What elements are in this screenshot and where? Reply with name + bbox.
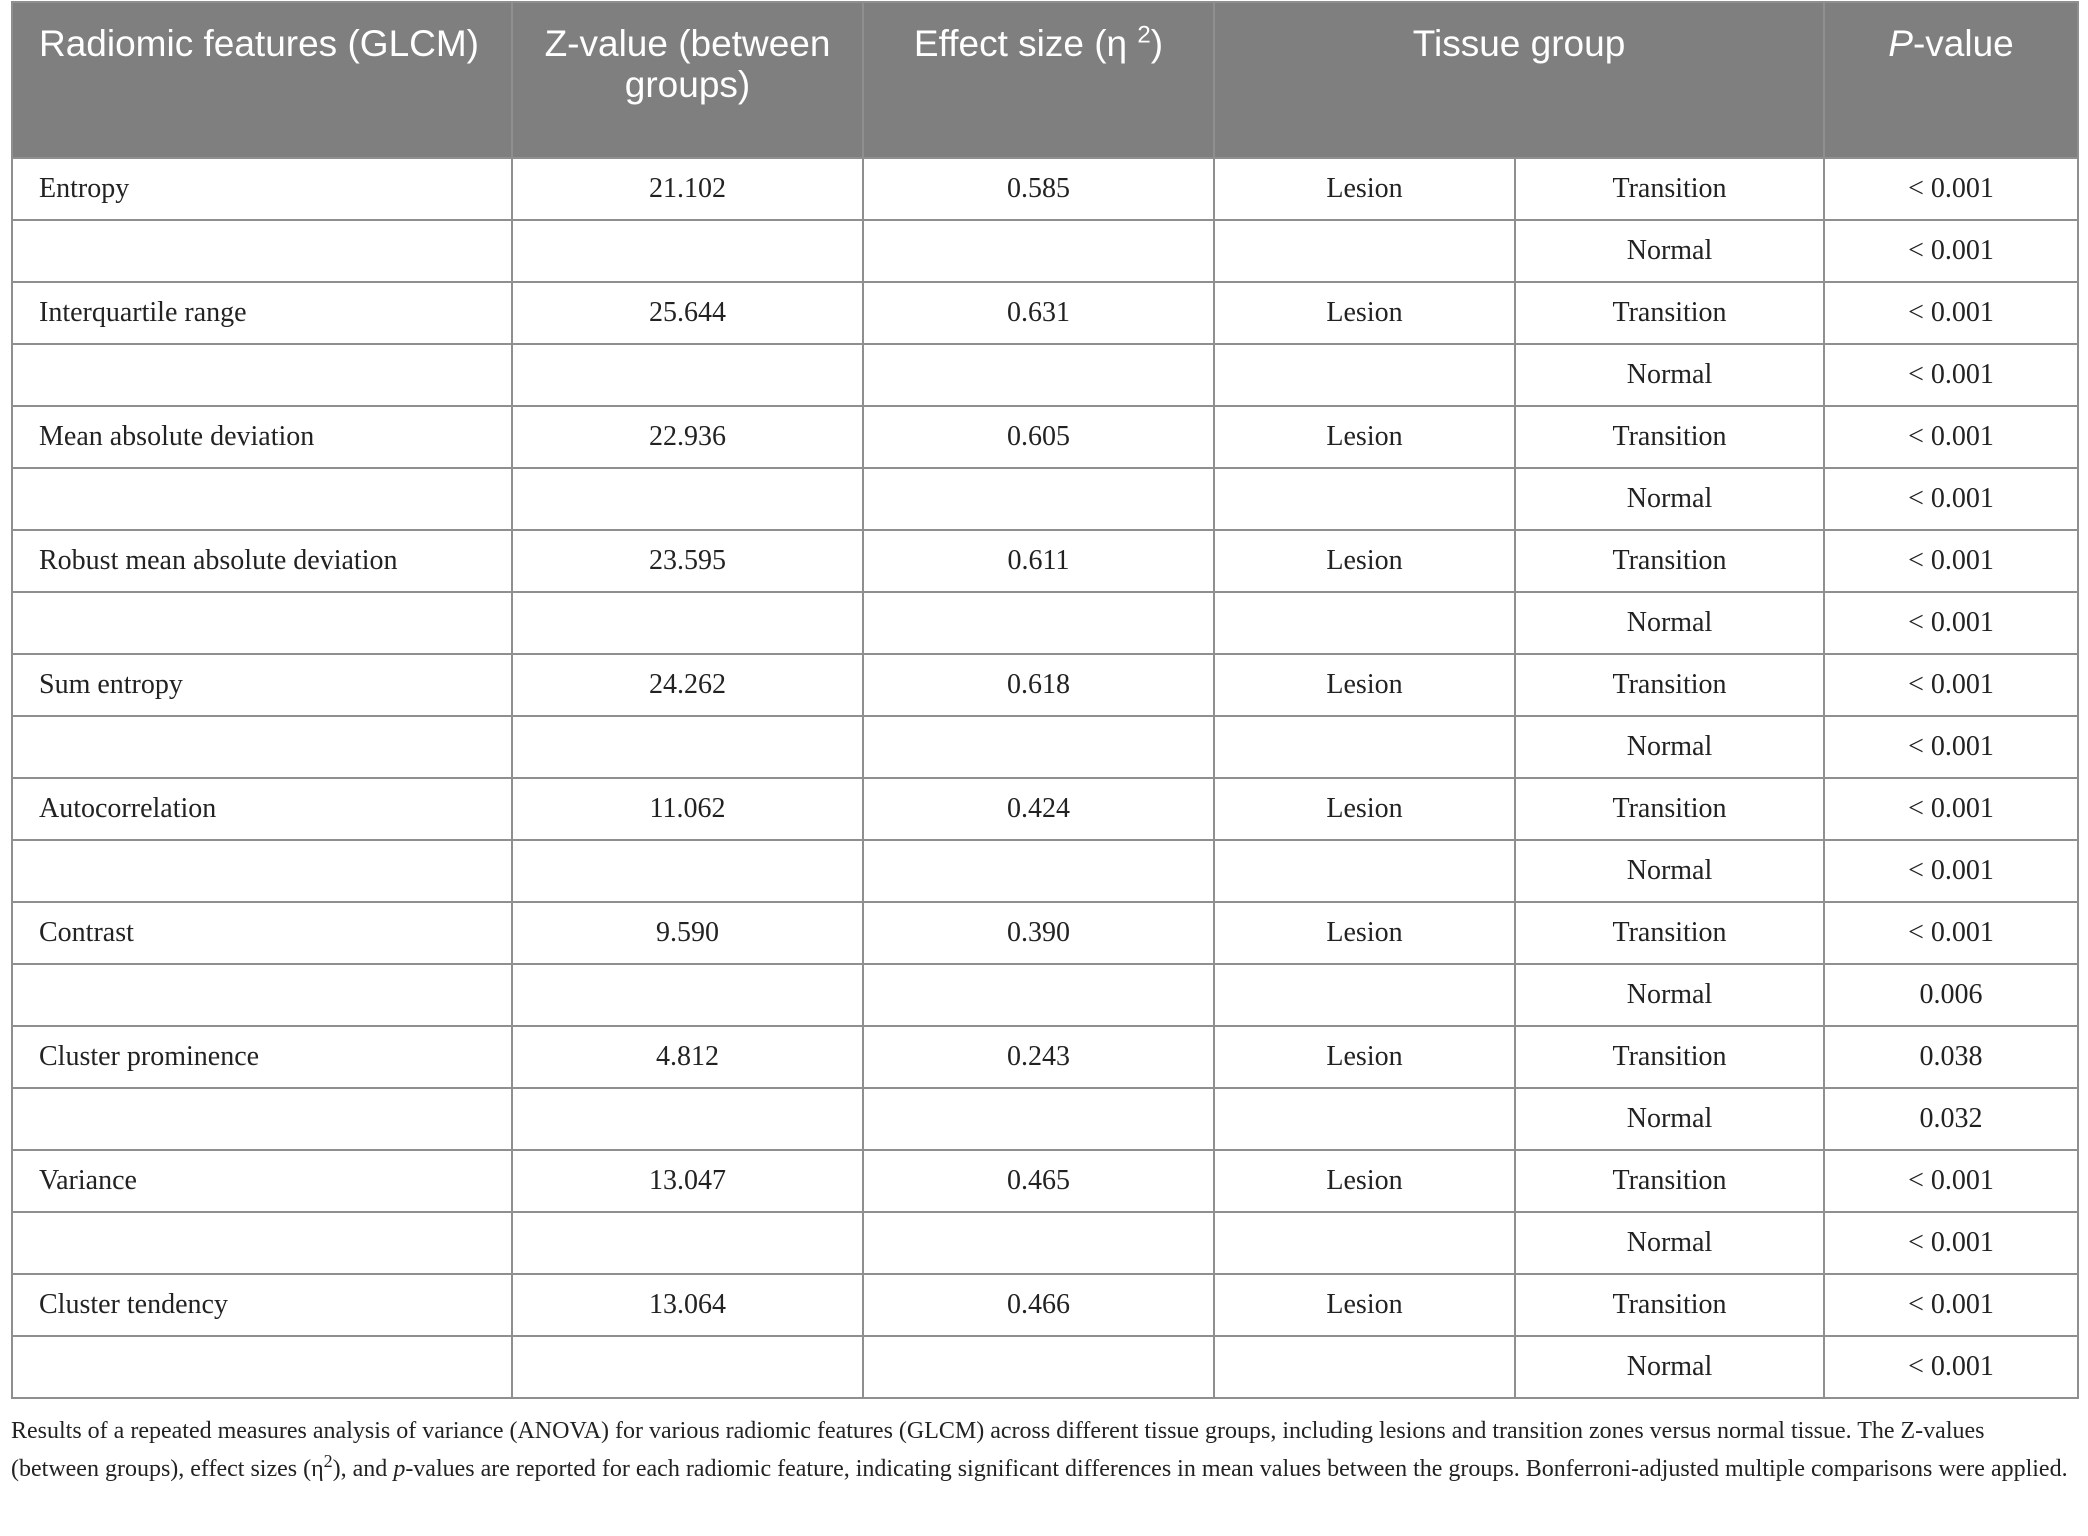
empty-cell [1214, 1088, 1515, 1150]
p-value-cell: < 0.001 [1824, 158, 2078, 220]
p-value-cell: < 0.001 [1824, 778, 2078, 840]
p-value-cell: < 0.001 [1824, 1212, 2078, 1274]
comparison-cell: Transition [1515, 406, 1824, 468]
empty-cell [863, 716, 1214, 778]
table-row [12, 282, 2078, 344]
effect-size-cell: 0.424 [863, 778, 1214, 840]
comparison-cell: Transition [1515, 530, 1824, 592]
header-radiomic-features: Radiomic features (GLCM) [12, 2, 512, 158]
empty-cell [512, 964, 863, 1026]
empty-cell [12, 840, 512, 902]
feature-name-cell: Cluster tendency [12, 1274, 512, 1336]
comparison-cell: Transition [1515, 1274, 1824, 1336]
z-value-cell: 9.590 [512, 902, 863, 964]
header-effect-size-text: Effect size (η [913, 23, 1138, 64]
empty-cell [12, 964, 512, 1026]
table-body [12, 158, 2078, 1398]
comparison-cell: Normal [1515, 840, 1824, 902]
comparison-cell: Normal [1515, 964, 1824, 1026]
empty-cell [863, 964, 1214, 1026]
empty-cell [512, 468, 863, 530]
effect-size-cell: 0.243 [863, 1026, 1214, 1088]
table-row [12, 158, 2078, 220]
feature-name-cell: Variance [12, 1150, 512, 1212]
comparison-cell: Normal [1515, 468, 1824, 530]
empty-cell [512, 840, 863, 902]
empty-cell [1214, 964, 1515, 1026]
feature-name-cell: Interquartile range [12, 282, 512, 344]
header-effect-size [863, 2, 1214, 158]
p-value-cell: 0.032 [1824, 1088, 2078, 1150]
table-row [12, 964, 2078, 1026]
feature-name-cell: Mean absolute deviation [12, 406, 512, 468]
empty-cell [1214, 344, 1515, 406]
p-value-cell: < 0.001 [1824, 530, 2078, 592]
p-value-cell: < 0.001 [1824, 1150, 2078, 1212]
empty-cell [863, 1088, 1214, 1150]
effect-size-cell: 0.465 [863, 1150, 1214, 1212]
tissue-group-cell: Lesion [1214, 778, 1515, 840]
table-row [12, 840, 2078, 902]
comparison-cell: Transition [1515, 902, 1824, 964]
header-z-value: Z-value (between groups) [512, 2, 863, 158]
tissue-group-cell: Lesion [1214, 158, 1515, 220]
table-row [12, 1088, 2078, 1150]
table-row [12, 530, 2078, 592]
table-row [12, 778, 2078, 840]
table-row [12, 220, 2078, 282]
effect-size-cell: 0.585 [863, 158, 1214, 220]
empty-cell [1214, 220, 1515, 282]
empty-cell [863, 840, 1214, 902]
header-p-value [1824, 2, 2078, 158]
anova-results-table [11, 1, 2079, 1399]
z-value-cell: 11.062 [512, 778, 863, 840]
feature-name-cell: Cluster prominence [12, 1026, 512, 1088]
empty-cell [1214, 1212, 1515, 1274]
comparison-cell: Normal [1515, 592, 1824, 654]
empty-cell [12, 1212, 512, 1274]
empty-cell [863, 344, 1214, 406]
p-value-cell: < 0.001 [1824, 1336, 2078, 1398]
comparison-cell: Normal [1515, 1336, 1824, 1398]
effect-size-cell: 0.611 [863, 530, 1214, 592]
feature-name-cell: Entropy [12, 158, 512, 220]
empty-cell [1214, 468, 1515, 530]
comparison-cell: Transition [1515, 1150, 1824, 1212]
tissue-group-cell: Lesion [1214, 406, 1515, 468]
p-value-cell: < 0.001 [1824, 344, 2078, 406]
tissue-group-cell: Lesion [1214, 654, 1515, 716]
header-effect-size-close: ) [1150, 23, 1164, 64]
z-value-cell: 23.595 [512, 530, 863, 592]
empty-cell [863, 1212, 1214, 1274]
empty-cell [1214, 592, 1515, 654]
empty-cell [863, 220, 1214, 282]
caption-superscript: 2 [323, 1451, 333, 1471]
empty-cell [12, 1336, 512, 1398]
table-row [12, 406, 2078, 468]
header-p-italic: P [1888, 23, 1913, 64]
table-row [12, 592, 2078, 654]
z-value-cell: 13.047 [512, 1150, 863, 1212]
z-value-cell: 13.064 [512, 1274, 863, 1336]
p-value-cell: < 0.001 [1824, 716, 2078, 778]
table-row [12, 1150, 2078, 1212]
effect-size-cell: 0.631 [863, 282, 1214, 344]
header-p-rest: -value [1912, 23, 2014, 64]
p-value-cell: < 0.001 [1824, 282, 2078, 344]
empty-cell [512, 1336, 863, 1398]
effect-size-cell: 0.605 [863, 406, 1214, 468]
empty-cell [512, 592, 863, 654]
feature-name-cell: Autocorrelation [12, 778, 512, 840]
empty-cell [512, 1212, 863, 1274]
comparison-cell: Transition [1515, 282, 1824, 344]
z-value-cell: 21.102 [512, 158, 863, 220]
tissue-group-cell: Lesion [1214, 1150, 1515, 1212]
empty-cell [1214, 1336, 1515, 1398]
header-effect-size-superscript: 2 [1137, 21, 1151, 49]
empty-cell [12, 1088, 512, 1150]
comparison-cell: Transition [1515, 654, 1824, 716]
p-value-cell: 0.038 [1824, 1026, 2078, 1088]
table-caption [11, 1412, 2077, 1488]
table-row [12, 468, 2078, 530]
comparison-cell: Transition [1515, 158, 1824, 220]
empty-cell [512, 1088, 863, 1150]
results-table-container [11, 1, 2077, 1399]
z-value-cell: 4.812 [512, 1026, 863, 1088]
empty-cell [863, 592, 1214, 654]
tissue-group-cell: Lesion [1214, 530, 1515, 592]
p-value-cell: < 0.001 [1824, 592, 2078, 654]
effect-size-cell: 0.466 [863, 1274, 1214, 1336]
comparison-cell: Normal [1515, 220, 1824, 282]
empty-cell [512, 716, 863, 778]
table-row [12, 716, 2078, 778]
empty-cell [512, 344, 863, 406]
feature-name-cell: Contrast [12, 902, 512, 964]
comparison-cell: Normal [1515, 1088, 1824, 1150]
table-row [12, 1026, 2078, 1088]
p-value-cell: < 0.001 [1824, 468, 2078, 530]
tissue-group-cell: Lesion [1214, 1274, 1515, 1336]
table-row [12, 654, 2078, 716]
comparison-cell: Normal [1515, 344, 1824, 406]
table-row [12, 344, 2078, 406]
p-value-cell: < 0.001 [1824, 902, 2078, 964]
empty-cell [12, 592, 512, 654]
p-value-cell: 0.006 [1824, 964, 2078, 1026]
empty-cell [863, 468, 1214, 530]
caption-text-3: -values are reported for each radiomic feature, indicating significant differences in mean values between the groups. Bonferroni-adjusted multiple comparisons were applied. [405, 1456, 2068, 1482]
z-value-cell: 22.936 [512, 406, 863, 468]
tissue-group-cell: Lesion [1214, 282, 1515, 344]
empty-cell [12, 344, 512, 406]
caption-text-1: Results of a repeated measures analysis of variance (ANOVA) for various radiomic features (GLCM) across different tissue groups, including lesions and transition zones versus normal tissue. The Z-values (between groups), effect sizes (η [11, 1418, 1985, 1482]
tissue-group-cell: Lesion [1214, 1026, 1515, 1088]
table-row [12, 1336, 2078, 1398]
p-value-cell: < 0.001 [1824, 406, 2078, 468]
table-row [12, 902, 2078, 964]
z-value-cell: 25.644 [512, 282, 863, 344]
table-header [12, 2, 2078, 158]
comparison-cell: Normal [1515, 716, 1824, 778]
comparison-cell: Normal [1515, 1212, 1824, 1274]
p-value-cell: < 0.001 [1824, 1274, 2078, 1336]
feature-name-cell: Robust mean absolute deviation [12, 530, 512, 592]
tissue-group-cell: Lesion [1214, 902, 1515, 964]
empty-cell [1214, 716, 1515, 778]
comparison-cell: Transition [1515, 778, 1824, 840]
empty-cell [1214, 840, 1515, 902]
empty-cell [512, 220, 863, 282]
empty-cell [12, 468, 512, 530]
z-value-cell: 24.262 [512, 654, 863, 716]
table-row [12, 1212, 2078, 1274]
table-row [12, 1274, 2078, 1336]
p-value-cell: < 0.001 [1824, 654, 2078, 716]
comparison-cell: Transition [1515, 1026, 1824, 1088]
p-value-cell: < 0.001 [1824, 840, 2078, 902]
empty-cell [12, 220, 512, 282]
header-tissue-group: Tissue group [1214, 2, 1824, 158]
empty-cell [863, 1336, 1214, 1398]
effect-size-cell: 0.390 [863, 902, 1214, 964]
caption-italic-p: p [393, 1456, 406, 1482]
empty-cell [12, 716, 512, 778]
effect-size-cell: 0.618 [863, 654, 1214, 716]
feature-name-cell: Sum entropy [12, 654, 512, 716]
header-row [12, 2, 2078, 158]
caption-text-2: ), and [332, 1456, 394, 1482]
p-value-cell: < 0.001 [1824, 220, 2078, 282]
